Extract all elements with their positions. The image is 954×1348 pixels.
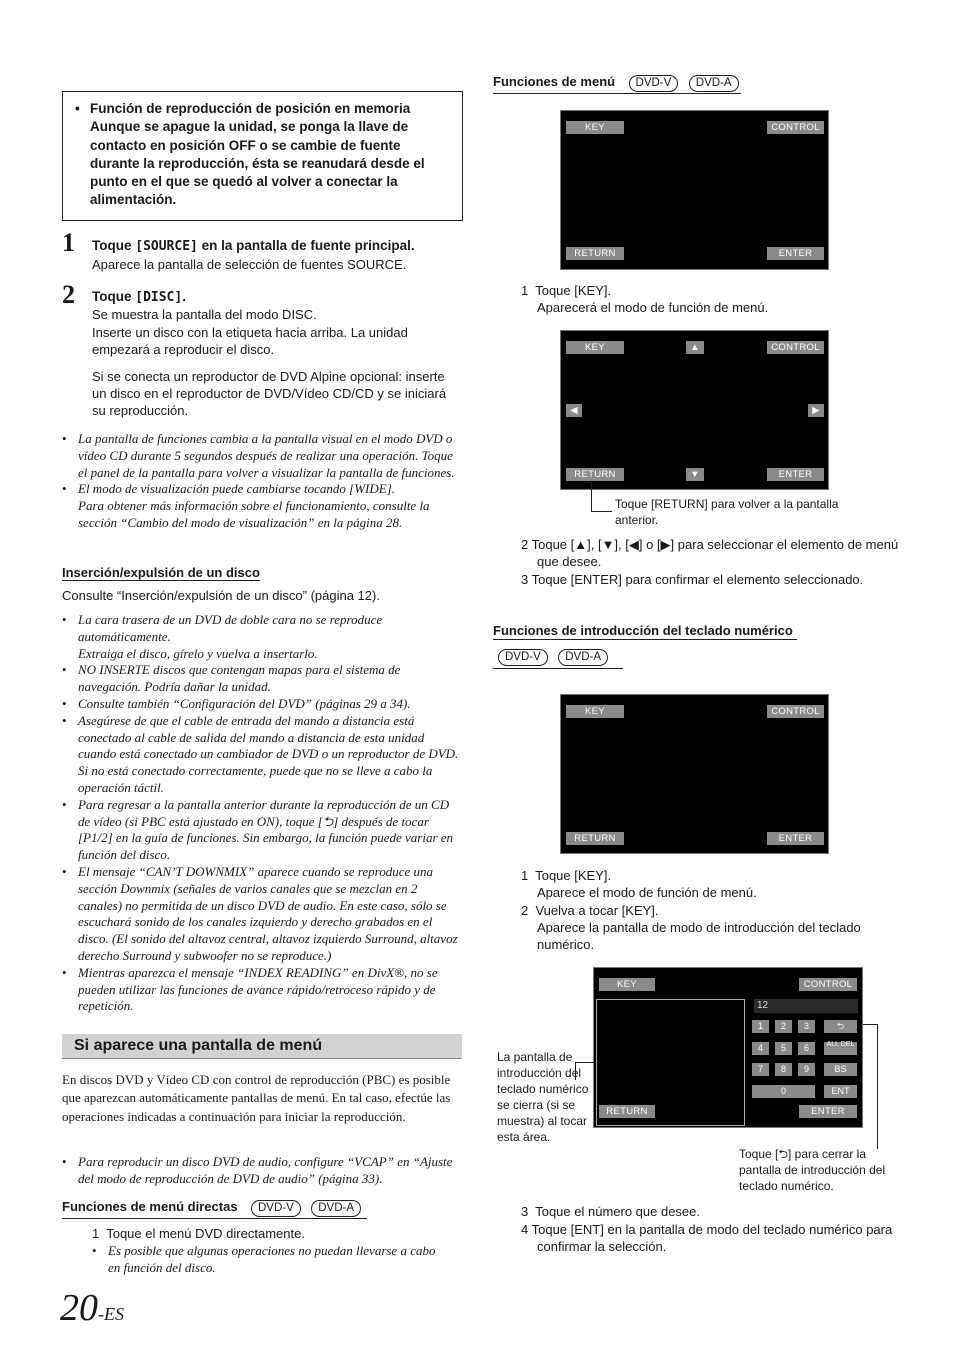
menu-screen-2 [560, 330, 829, 490]
step-1 [92, 237, 462, 274]
page-number [60, 1286, 124, 1330]
dvd-a-tag: DVD-A [311, 1200, 361, 1217]
memory-note: • Función de reproducción de posición en memoria Aunque se apague la unidad, se ponga la llave de contacto en posición OFF o se cambie de fuente durante la reproducción, ésta se reanudará desde el punto en el que se quedó al volver a conectar la alimentación. [75, 101, 425, 208]
enter-button[interactable]: ENTER [767, 468, 824, 481]
menu-step-2-text: 2 Toque [▲], [▼], [◀] o [▶] para seleccionar el elemento de menú que desee. [521, 537, 899, 570]
down-arrow-icon[interactable]: ▼ [686, 468, 704, 481]
menu-step-1a: 1 Toque [KEY]. [521, 283, 612, 298]
step-2-post: . [182, 289, 186, 304]
note-item: • Es posible que algunas operaciones no puedan llevarse a cabo en función del disco. [92, 1243, 444, 1277]
menu-screen-1 [560, 110, 829, 270]
note-item: • El modo de visualización puede cambiarse tocando [WIDE]. Para obtener más información sobre el funcionamiento, consulte la sección “Cambio del modo de visualización” en la página 28. [62, 481, 460, 531]
keypad-step-1a: 1 Toque [KEY]. [521, 868, 612, 883]
step-1-number: 1 [62, 228, 75, 257]
up-arrow-icon[interactable]: ▲ [686, 341, 704, 354]
insert-eject-body: Consulte “Inserción/expulsión de un disco” (página 12). [62, 588, 380, 603]
keypad-key[interactable]: 1 [752, 1020, 769, 1033]
key-button[interactable]: KEY [566, 705, 624, 718]
keypad-key[interactable]: 7 [752, 1063, 769, 1076]
source-key: [SOURCE] [135, 239, 198, 254]
keypad-step-4-text: 4 Toque [ENT] en la pantalla de modo del teclado numérico para confirmar la selección. [521, 1222, 893, 1255]
keypad-functions-heading: Funciones de introducción del teclado numérico [493, 623, 797, 640]
step-2-desc-3: Si se conecta un reproductor de DVD Alpine opcional: inserte un disco en el reproductor de DVD/Vídeo CD/CD y se iniciará su reproducción. [92, 368, 447, 419]
menu-step-3-text: 3 Toque [ENTER] para confirmar el elemento seleccionado. [521, 572, 864, 587]
enter-button[interactable]: ENTER [767, 832, 824, 845]
all-delete-key[interactable]: ALL DEL [824, 1042, 857, 1055]
step-2-pre: Toque [92, 289, 136, 304]
direct-menu-note [92, 1243, 444, 1277]
direct-menu-heading [62, 1198, 367, 1219]
return-button[interactable]: RETURN [599, 1105, 655, 1118]
control-button[interactable]: CONTROL [767, 341, 824, 354]
keypad-right-callout: Toque [⮌] para cerrar la pantalla de introducción del teclado numérico. [739, 1147, 886, 1193]
menu-step-2 [521, 536, 907, 571]
enter-button[interactable]: ENTER [799, 1105, 857, 1118]
return-button[interactable]: RETURN [566, 468, 624, 481]
insert-eject-heading: Inserción/expulsión de un disco [62, 565, 260, 580]
menu-section-body: En discos DVD y Vídeo CD con control de reproducción (PBC) es posible que aparezcan automáticamente pantallas de menú. En tal caso, efectúe las operaciones indicadas a continuación para iniciar la reproducción. [62, 1072, 451, 1124]
keypad-key[interactable]: 4 [752, 1042, 769, 1055]
left-arrow-icon[interactable]: ◀ [566, 404, 582, 417]
notes-list-1 [62, 431, 460, 532]
notes-list-2 [62, 612, 460, 1015]
keypad-step-2a: 2 Vuelva a tocar [KEY]. [521, 903, 659, 918]
note-item: • Consulte también “Configuración del DVD” (páginas 29 a 34). [62, 696, 460, 713]
keypad-key[interactable]: 6 [798, 1042, 815, 1055]
dvd-v-tag: DVD-V [629, 75, 679, 92]
right-callout-line [863, 1024, 878, 1149]
keypad-screen [593, 967, 863, 1128]
note-item: • La pantalla de funciones cambia a la pantalla visual en el modo DVD o vídeo CD durante 5 segundos después de realizar una operación. Toque el panel de la pantalla para volver a visualizar la pantalla de funciones. [62, 431, 460, 481]
memory-function-box [62, 91, 463, 221]
menu-step-1b: Aparecerá el modo de función de menú. [537, 300, 769, 315]
keypad-key[interactable]: 0 [752, 1085, 815, 1098]
control-button[interactable]: CONTROL [767, 705, 824, 718]
menu-section-heading: Si aparece una pantalla de menú [74, 1037, 323, 1054]
keypad-step-4 [521, 1221, 897, 1256]
menu-section-heading-bar [62, 1034, 462, 1059]
note-item: • El mensaje “CAN’T DOWNMIX” aparece cuando se reproduce una sección Downmix (señales de varios canales que se mezclan en 2 canales) no permitida de un disco DVD de audio. En este caso, sólo se escuchará sonido de los canales izquierdo y derecho grabados en el disco. (El sonido del altavoz central, altavoz izquierdo Surround, altavoz derecho Surround y subwoofer no se reproduce.) [62, 864, 460, 965]
direct-menu-title: Funciones de menú directas [62, 1199, 238, 1214]
step-2 [92, 288, 462, 420]
keypad-display: 12 [754, 999, 858, 1013]
dvd-v-tag: DVD-V [251, 1200, 301, 1217]
keypad-left-callout: La pantalla de introducción del teclado numérico se cierra (si se muestra) al tocar esta área. [497, 1050, 589, 1144]
menu-functions-heading [493, 73, 741, 94]
key-button[interactable]: KEY [566, 341, 624, 354]
keypad-key[interactable]: 5 [775, 1042, 792, 1055]
page-number-value: 20 [60, 1287, 98, 1329]
keypad-key[interactable]: 8 [775, 1063, 792, 1076]
disc-key: [DISC] [135, 290, 183, 305]
keypad-step-2b: Aparece la pantalla de modo de introducción del teclado numérico. [537, 920, 861, 953]
step-1-desc: Aparece la pantalla de selección de fuentes SOURCE. [92, 257, 407, 273]
menu-section-note [62, 1154, 460, 1188]
keypad-tags [493, 647, 623, 669]
return-button[interactable]: RETURN [566, 247, 624, 260]
control-button[interactable]: CONTROL [799, 978, 857, 991]
direct-menu-step-1: 1 Toque el menú DVD directamente. [92, 1226, 305, 1241]
note-item: • Para reproducir un disco DVD de audio, configure “VCAP” en “Ajuste del modo de reproducción de DVD de audio” (página 33). [62, 1154, 460, 1188]
dvd-a-tag: DVD-A [558, 649, 608, 666]
menu-step-3 [521, 571, 907, 588]
ent-key[interactable]: ENT [824, 1085, 857, 1098]
key-button[interactable]: KEY [599, 978, 655, 991]
step-1-post: en la pantalla de fuente principal. [197, 238, 415, 253]
note-item: • Asegúrese de que el cable de entrada del mando a distancia está conectado al cable de salida del mando a distancia de esta unidad cuando está conectado un cambiador de DVD o un reproductor de DVD. Si no está conectado correctamente, puede que no se lleve a cabo la operación táctil. [62, 713, 460, 797]
right-arrow-icon[interactable]: ▶ [808, 404, 824, 417]
insert-eject-section [62, 564, 380, 604]
menu-screen-3 [560, 694, 829, 854]
keypad-step-1b: Aparece el modo de función de menú. [537, 885, 757, 900]
step-2-desc-2: Inserte un disco con la etiqueta hacia arriba. La unidad empezará a reproducir el disco. [92, 324, 408, 358]
memory-note-title: Función de reproducción de posición en memoria [90, 101, 411, 116]
menu-functions-title: Funciones de menú [493, 74, 616, 89]
step-2-number: 2 [62, 280, 75, 309]
backspace-key[interactable]: BS [824, 1063, 857, 1076]
control-button[interactable]: CONTROL [767, 121, 824, 134]
dvd-a-tag: DVD-A [689, 75, 739, 92]
page-number-suffix: -ES [98, 1304, 124, 1324]
key-button[interactable]: KEY [566, 121, 624, 134]
keypad-key[interactable]: 2 [775, 1020, 792, 1033]
close-keypad-icon[interactable]: ⮌ [824, 1020, 857, 1033]
note-item: • La cara trasera de un DVD de doble cara no se reproduce automáticamente. Extraiga el disco, gírelo y vuelva a insertarlo. [62, 612, 460, 662]
step-1-pre: Toque [92, 238, 136, 253]
note-item: • NO INSERTE discos que contengan mapas para el sistema de navegación. Podría dañar la unidad. [62, 662, 460, 696]
note-item: • Mientras aparezca el mensaje “INDEX READING” en DivX®, no se pueden utilizar las funciones de avance rápido/retroceso rápido y de repetición. [62, 965, 460, 1015]
return-button[interactable]: RETURN [566, 832, 624, 845]
enter-button[interactable]: ENTER [767, 247, 824, 260]
step-2-desc-1: Se muestra la pantalla del modo DISC. [92, 307, 317, 323]
keypad-step-3: 3 Toque el número que desee. [521, 1204, 701, 1219]
memory-note-body: Aunque se apague la unidad, se ponga la llave de contacto en posición OFF o se cambie de fuente durante la reproducción, ésta se reanudará desde el punto en el que se quedó al volver a conectar la alimentación. [90, 119, 425, 208]
return-callout: Toque [RETURN] para volver a la pantalla anterior. [615, 497, 839, 527]
keypad-key[interactable]: 3 [798, 1020, 815, 1033]
keypad-key[interactable]: 9 [798, 1063, 815, 1076]
dvd-v-tag: DVD-V [498, 649, 548, 666]
note-item: • Para regresar a la pantalla anterior durante la reproducción de un CD de vídeo (si PBC está ajustado en ON), toque [⮌] después de tocar [P1/2] en la guía de funciones. Sin embargo, la función puede variar en función del disco. [62, 797, 460, 864]
return-callout-line [591, 482, 612, 512]
